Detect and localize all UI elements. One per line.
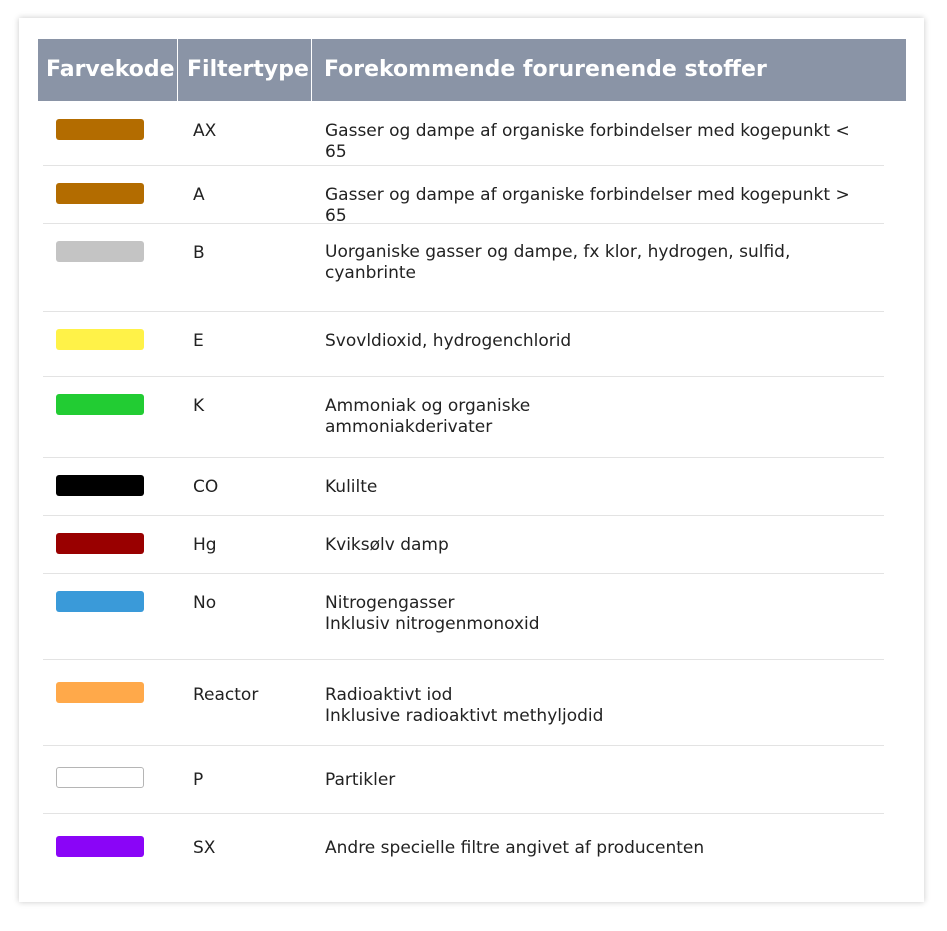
table-row	[43, 746, 884, 814]
row-description	[325, 535, 865, 556]
row-description	[325, 770, 865, 791]
color-swatch	[56, 475, 144, 496]
description-line: Nitrogengasser	[325, 593, 455, 613]
table-row	[43, 377, 884, 458]
description-line: Gasser og dampe af organiske forbindelser med kogepunkt > 65	[325, 185, 850, 226]
filter-type: P	[193, 770, 204, 790]
filter-type: K	[193, 396, 205, 416]
filter-type: CO	[193, 477, 219, 497]
table-row	[43, 574, 884, 660]
color-swatch	[56, 183, 144, 204]
filter-type: Reactor	[193, 685, 259, 705]
description-line: Svovldioxid, hydrogenchlorid	[325, 331, 572, 351]
color-swatch	[56, 682, 144, 703]
row-description	[325, 185, 865, 227]
filter-type: SX	[193, 838, 216, 858]
table-row	[43, 814, 884, 878]
description-line: Gasser og dampe af organiske forbindelser med kogepunkt < 65	[325, 121, 850, 162]
filter-type: E	[193, 331, 204, 351]
filter-type: No	[193, 593, 217, 613]
table-header	[38, 39, 906, 101]
row-description	[325, 685, 865, 727]
row-description	[325, 838, 865, 859]
table-row	[43, 101, 884, 166]
description-line: Kviksølv damp	[325, 535, 449, 555]
filter-type: AX	[193, 121, 217, 141]
table-row	[43, 312, 884, 377]
description-line: Radioaktivt iod	[325, 685, 453, 705]
header-divider	[311, 39, 312, 101]
color-swatch	[56, 533, 144, 554]
table-row	[43, 224, 884, 312]
header-farvekode: Farvekode	[46, 57, 175, 82]
description-line: cyanbrinte	[325, 263, 417, 283]
header-filtertype: Filtertype	[187, 57, 309, 82]
filter-type: Hg	[193, 535, 217, 555]
row-description	[325, 396, 865, 438]
table-row	[43, 660, 884, 746]
description-line: Kulilte	[325, 477, 378, 497]
color-swatch	[56, 329, 144, 350]
description-line: Uorganiske gasser og dampe, fx klor, hydrogen, sulfid,	[325, 242, 791, 262]
row-description	[325, 593, 865, 635]
description-line: Andre specielle filtre angivet af producenten	[325, 838, 705, 858]
color-swatch	[56, 241, 144, 262]
color-swatch	[56, 119, 144, 140]
color-swatch	[56, 591, 144, 612]
header-stoffer: Forekommende forurenende stoffer	[324, 57, 767, 82]
description-line: ammoniakderivater	[325, 417, 493, 437]
row-description	[325, 242, 865, 284]
color-swatch	[56, 767, 144, 788]
header-divider	[177, 39, 178, 101]
filter-type: B	[193, 243, 205, 263]
row-description	[325, 121, 865, 163]
row-description	[325, 477, 865, 498]
description-line: Partikler	[325, 770, 396, 790]
table-row	[43, 516, 884, 574]
description-line: Inklusive radioaktivt methyljodid	[325, 706, 604, 726]
description-line: Ammoniak og organiske	[325, 396, 531, 416]
table-row	[43, 166, 884, 224]
table-row	[43, 458, 884, 516]
color-swatch	[56, 836, 144, 857]
row-description	[325, 331, 865, 352]
color-swatch	[56, 394, 144, 415]
filter-type: A	[193, 185, 205, 205]
description-line: Inklusiv nitrogenmonoxid	[325, 614, 540, 634]
